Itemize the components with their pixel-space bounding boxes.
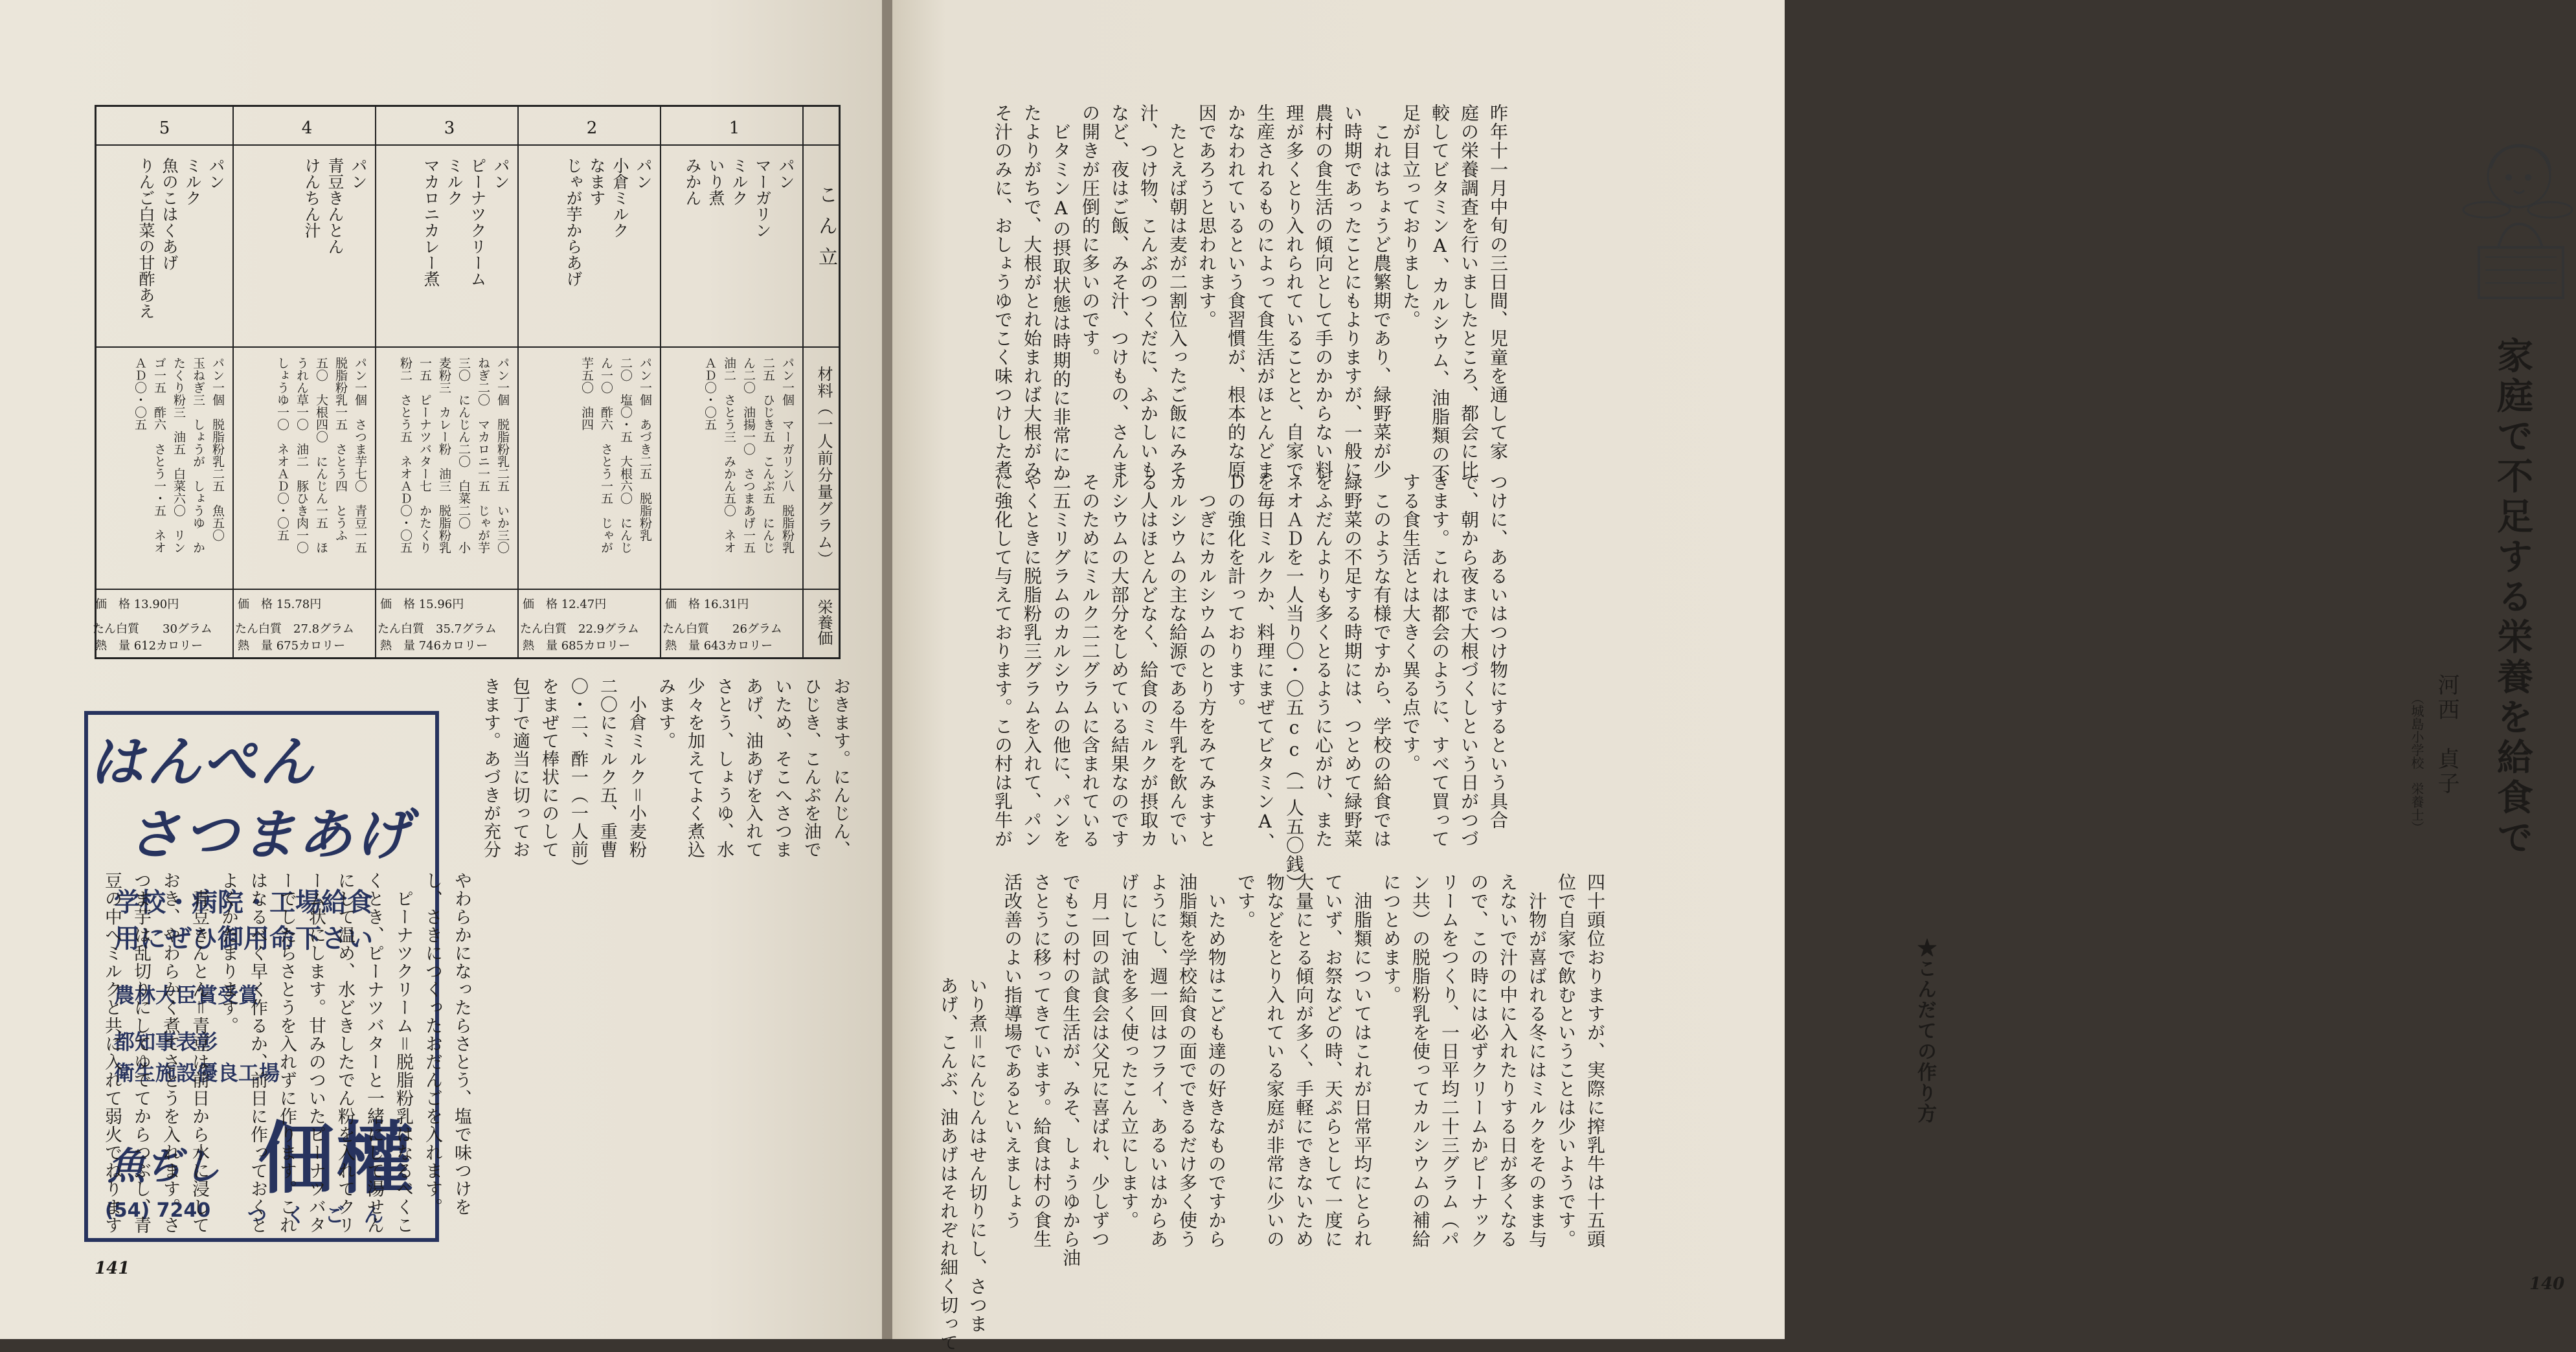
text-column: かなわれているという食習慣が、根本的な原	[1225, 104, 1247, 479]
table-menu-item: パン	[776, 157, 795, 190]
text-column: たとえば朝は麦が二割位入ったご飯にみそ	[1167, 104, 1188, 479]
text-column: をまぜて棒状にのして	[539, 677, 559, 859]
ad-shop-reading: つ く ご ん	[247, 1204, 383, 1227]
menu-table	[95, 105, 841, 659]
text-column: の開きが圧倒的に多いのです。	[1079, 104, 1101, 366]
right-page	[892, 0, 2565, 1352]
table-rule	[375, 107, 376, 657]
table-rule	[517, 107, 519, 657]
table-rule	[96, 589, 839, 590]
text-column: 月一回の試食会は父兄に喜ばれ、少しずつ	[1089, 873, 1111, 1248]
text-column: きます。これは都会のように、すべて買って	[1429, 473, 1451, 848]
text-column: 少々を加えてよく煮込	[684, 677, 705, 859]
text-column: えないで汁の中に入れたりする日が多くなる	[1497, 873, 1519, 1248]
table-rule	[96, 144, 839, 146]
table-menu-item: パン	[349, 157, 368, 190]
text-column: ーでしたらさとうを入れずに作ります。これ	[277, 872, 297, 1234]
table-price: 価 格 15.78円	[238, 598, 322, 611]
text-column: Ｄの強化を計っております。	[1225, 473, 1247, 717]
page-number: 140	[2529, 1274, 2565, 1294]
author-name: 河西 貞子	[2434, 673, 2459, 796]
table-header-menu: こん立	[815, 185, 837, 278]
text-column: このような有様ですから、学校の給食では	[1371, 473, 1392, 848]
text-column: あげ、油あげを入れて	[743, 677, 763, 859]
section-heading: ★こんだての作り方	[1914, 938, 1936, 1124]
table-material-line: しょうゆ一〇 ネオＡＤ〇・〇五	[275, 357, 289, 541]
author-affiliation: （城島小学校 栄養士）	[2409, 692, 2424, 834]
table-price: 価 格 13.90円	[95, 598, 179, 611]
ad-headline-1: はんぺん	[89, 730, 317, 794]
text-column: 昨年十一月中旬の三日間、児童を通して家	[1487, 104, 1509, 460]
table-menu-item: 魚のこはくあげ	[160, 157, 179, 271]
table-material-line: ＡＤ〇・〇五	[133, 357, 147, 431]
text-column: 生産されるものによって食生活がほとんどま	[1254, 104, 1276, 479]
table-rule	[802, 107, 804, 657]
text-column: ルシウムの大部分をしめている結果なのです	[1109, 473, 1130, 848]
text-column: 油脂類についてはこれが日常平均にとられ	[1351, 873, 1373, 1248]
text-column: 小倉ミルク＝小麦粉	[626, 677, 646, 859]
table-protein: たん白質 35.7グラム	[378, 622, 497, 636]
table-calories: 熱 量 643カロリー	[665, 639, 773, 653]
text-column: いため物はこども達の好きなものですから	[1206, 873, 1227, 1248]
table-price: 価 格 16.31円	[665, 598, 749, 611]
table-protein: たん白質 26グラム	[662, 622, 782, 636]
table-material-line: 油二 さとう三 みかん五〇 ネオ	[722, 357, 736, 554]
table-material-line: 粉二 さとう五 ネオＡＤ〇・〇五	[398, 357, 412, 554]
text-column: でもこの村の食生活が、みそ、しょうゆから油	[1060, 873, 1081, 1267]
text-column: さとう、しょうゆ、水	[714, 677, 734, 859]
child-basket-illustration-icon	[2459, 137, 2576, 306]
table-material-line: ん一〇 酢六 さとう一五 じゃが	[599, 357, 613, 554]
text-column: にして温め、水どきしたでん粉を入れてクリ	[335, 872, 355, 1234]
ad-headline-2: さつまあげ	[127, 803, 412, 866]
ad-award-1: 農林大臣賞受賞	[114, 983, 260, 1008]
table-rule	[96, 346, 839, 348]
text-column: 較してビタミンA、カルシウム、油脂類の不	[1429, 104, 1451, 482]
text-column: 大量にとる傾向が多く、手軽にできないため	[1293, 873, 1315, 1248]
text-column: やくときに脱脂粉乳三グラムを入れて、パン	[1021, 473, 1043, 848]
text-column: げにして油を多く使ったこん立にします。	[1118, 873, 1140, 1230]
text-column: る人はほとんどなく、給食のミルクが摂取カ	[1138, 473, 1159, 848]
table-material-line: パン一個 あづき二五 脱脂粉乳	[638, 357, 652, 541]
text-column: 豆の中へミルクと共に入れて弱火でねります	[102, 872, 122, 1234]
text-column: 四十頭位おりますが、実際に搾乳牛は十五頭	[1585, 873, 1606, 1248]
text-column: ひじき、こんぶを油で	[801, 677, 821, 859]
text-column: 包丁で適当に切ってお	[510, 677, 530, 859]
table-material-line: たくり粉三 油五 白菜六〇 リン	[172, 357, 186, 554]
text-column: 汁物が喜ばれる冬にはミルクをそのまま与	[1526, 873, 1548, 1248]
text-column: する食生活とは大きく異る点です。	[1400, 473, 1421, 773]
page-gutter	[882, 0, 892, 1339]
text-column: 二五ミリグラムのカルシウムの他に、パンを	[1050, 473, 1072, 848]
text-column: カルシウムの主な給源である牛乳を飲んでい	[1167, 473, 1188, 848]
text-column: につとめます。	[1381, 873, 1402, 1004]
text-column: ーム状にします。甘みのついたピーナツバタ	[306, 872, 326, 1234]
table-menu-item: ミルク	[183, 157, 202, 206]
table-material-line: パン一個 マーガリン八 脱脂粉乳	[780, 357, 795, 554]
table-row-number: 4	[301, 118, 313, 138]
table-price: 価 格 12.47円	[523, 598, 607, 611]
table-material-line: 五〇 大根四〇 にんじん一五 ほ	[314, 357, 328, 554]
table-material-line: パン一個 脱脂粉乳二五 いか三〇	[495, 357, 510, 554]
text-column: 〇・二、酢一（一人前）	[568, 677, 588, 877]
table-price: 価 格 15.96円	[380, 598, 464, 611]
ad-tagline-2: 用にぜひ御用命下さい	[114, 924, 373, 954]
text-column: これはちょうど農繁期であり、緑野菜が少	[1371, 104, 1392, 479]
table-row-number: 3	[444, 118, 455, 138]
table-menu-item: 青豆きんとん	[326, 157, 345, 254]
table-protein: たん白質 22.9グラム	[520, 622, 639, 636]
table-row-number: 2	[586, 118, 598, 138]
table-menu-item: マカロニカレー煮	[422, 157, 440, 287]
table-calories: 熱 量 675カロリー	[238, 639, 346, 653]
text-column: をふだんよりも多くとるように心がけ、また	[1313, 473, 1334, 848]
text-column: はなるべく早く作るか、前日に作っておくと	[247, 872, 267, 1234]
text-column: さとうに移ってきています。給食は村の食生	[1031, 873, 1052, 1248]
text-column: ので、この時には必ずクリームかピーナック	[1468, 873, 1489, 1248]
table-menu-item: パン	[207, 157, 225, 190]
table-material-line: ＡＤ〇・〇五	[703, 357, 717, 431]
table-material-line: ゴ一五 酢六 さとう一・五 ネオ	[152, 357, 166, 554]
text-column: つま芋は乱切りにしてゆでてからつぶし、青	[131, 872, 151, 1234]
ad-phone: (54) 7240	[105, 1199, 211, 1222]
text-column: ていず、お祭などの時、天ぷらとして一度に	[1322, 873, 1344, 1248]
text-column: あげ、こんぶ、油あげはそれぞれ細く切って	[938, 976, 959, 1352]
text-column: みます。	[655, 677, 675, 750]
table-menu-item: みかん	[683, 157, 702, 206]
table-rule	[232, 107, 234, 657]
text-column: 汁、つけ物、こんぶのつくだに、ふかしいも	[1138, 104, 1159, 479]
table-menu-item: じゃが芋からあげ	[564, 157, 583, 287]
text-column: つぎにカルシウムのとり方をみてみますと	[1196, 473, 1217, 848]
table-menu-item: ミルク	[730, 157, 749, 206]
table-protein: たん白質 30グラム	[93, 622, 212, 636]
article-title: 家庭で不足する栄養を給食で	[2491, 337, 2534, 859]
table-material-line: 二五 ひじき五 こんぶ五 にんじ	[761, 357, 775, 554]
text-column: いり煮＝にんじんはせん切りにし、さつま	[967, 976, 988, 1333]
text-column: 活改善のよい指導場であるといえましょう	[1002, 873, 1023, 1230]
text-column: 足が目立っておりました。	[1400, 104, 1421, 329]
table-protein: たん白質 27.8グラム	[235, 622, 354, 636]
text-column: いため、そこへさつま	[772, 677, 792, 859]
table-material-line: 玉ねぎ三 しょうが しょうゆ か	[191, 357, 205, 554]
text-column: リームをつくり、一日平均二十三グラム（パ	[1439, 873, 1460, 1248]
text-column: を毎日ミルクか、料理にまぜてビタミンA、	[1254, 473, 1276, 851]
text-column: 農村の食生活の傾向として手のかからない料	[1313, 104, 1334, 479]
text-column: そ汁のみに、おしょうゆでこく味つけした煮	[992, 104, 1013, 479]
text-column: 青豆きんとん＝青豆は前日から水に浸して	[189, 872, 209, 1234]
table-menu-item: 小倉ミルク	[611, 157, 629, 238]
table-calories: 熱 量 746カロリー	[380, 639, 488, 653]
table-rule	[660, 107, 661, 657]
table-menu-item: いり煮	[706, 157, 725, 206]
text-column: ン共）の脱脂粉乳を使ってカルシウムの補給	[1410, 873, 1431, 1248]
table-material-line: ねぎ二〇 マカロニ一五 じゃが芋	[476, 357, 490, 554]
table-material-line: 三〇 にんじん二〇 白菜二〇 小	[457, 357, 471, 554]
text-column: くとき、ピーナツバターと一緒にして湯せん	[364, 872, 384, 1234]
text-column: に強化して与えております。この村は乳牛が	[992, 473, 1013, 848]
table-menu-item: けんちん汁	[302, 157, 321, 238]
text-column: やわらかになったらさとう、塩で味つけを	[451, 872, 471, 1216]
table-material-line: うれん草一〇 油二 豚ひき肉一〇	[295, 357, 309, 554]
text-column: つけに、あるいはつけ物にするという具合	[1487, 473, 1509, 829]
ad-award-3: 衛生施設優良工場	[114, 1061, 280, 1085]
table-header-materials: 材料（一人前分量グラム）	[815, 366, 833, 568]
ad-shop-prefix: 魚ぢし	[107, 1144, 221, 1188]
table-material-line: ん二〇 油揚一〇 さつまあげ一五	[741, 357, 756, 554]
table-material-line: 二〇 塩〇・五 大根六〇 にんじ	[618, 357, 633, 554]
table-menu-item: パン	[491, 157, 510, 190]
table-row-number: 1	[729, 118, 740, 138]
text-column: 二〇にミルク五、重曹	[597, 677, 617, 859]
text-column: 物などをとり入れている家庭が非常に少いの	[1264, 873, 1285, 1248]
text-column: ビタミンAの摂取状態は時期的に非常にか	[1050, 104, 1072, 482]
table-header-nutrition: 栄養価	[815, 599, 833, 646]
table-row-number: 5	[159, 118, 170, 138]
text-column: おきます。にんじん、	[830, 677, 850, 859]
table-menu-item: マーガリン	[753, 157, 772, 238]
text-column: 因であろうと思われます。	[1196, 104, 1217, 329]
table-menu-item: ミルク	[445, 157, 464, 206]
table-menu-item: パン	[634, 157, 653, 190]
page-number: 141	[95, 1259, 130, 1278]
table-material-line: 麦粉三 カレー粉 油三 脱脂粉乳	[437, 357, 451, 554]
table-material-line: パン一個 脱脂粉乳二五 魚五〇	[210, 357, 225, 541]
text-column: です。	[1235, 873, 1256, 929]
text-column: 理が多くとり入れられていることと、自家で	[1283, 104, 1305, 479]
ad-award-2: 都知事表彰	[114, 1030, 218, 1054]
text-column: など、夜はご飯、みそ汁、つけもの、さんま	[1109, 104, 1130, 479]
table-menu-item: りんご白菜の甘酢あえ	[137, 157, 155, 319]
table-material-line: 一五 ピーナツバター七 かたくり	[418, 357, 432, 554]
table-menu-item: なます	[587, 157, 606, 206]
text-column: し、さきにつくったおだんごを入れます。	[422, 872, 442, 1216]
text-column: い時期であったことにもよりますが、一般に	[1342, 104, 1363, 479]
text-column: 庭の栄養調査を行いましたところ、都会に比	[1458, 104, 1480, 479]
text-column: そのためにミルク二二グラムに含まれている	[1079, 473, 1101, 848]
table-material-line: 芋五〇 油四	[580, 357, 594, 431]
ad-shop-name: 佃權	[258, 1114, 413, 1204]
text-column: よくかたまります。	[218, 872, 238, 1035]
table-calories: 熱 量 685カロリー	[523, 639, 631, 653]
left-page	[0, 0, 882, 1339]
table-calories: 熱 量 612カロリー	[95, 639, 203, 653]
text-column: ネオＡＤを一人当り〇・〇五cc（一人五〇銭）	[1283, 473, 1305, 892]
text-column: ようにし、週一回はフライ、あるいはからあ	[1147, 873, 1169, 1248]
text-column: おき、やわらかく煮てさとうを入れます。さ	[160, 872, 180, 1234]
table-material-line: パン一個 さつま芋七〇 青豆一五	[353, 357, 367, 554]
text-column: たよりがちで、大根がとれ始まれば大根がみ	[1021, 104, 1043, 479]
text-column: 油脂類を学校給食の面でできるだけ多く使う	[1177, 873, 1198, 1248]
text-column: きます。あづきが充分	[480, 677, 501, 859]
text-column: ピーナツクリーム＝脱脂粉乳はなるべくこ	[393, 872, 413, 1234]
text-column: で、朝から夜まで大根づくしという日がつづ	[1458, 473, 1480, 848]
text-column: 緑野菜の不足する時期には、つとめて緑野菜	[1342, 473, 1363, 848]
ad-tagline-1: 学校・病院・工場給食	[114, 888, 373, 918]
table-material-line: 脱脂粉乳一五 さとう四 とうふ	[333, 357, 348, 541]
table-menu-item: ピーナツクリーム	[468, 157, 487, 287]
text-column: 位で自家で飲むということは少いようです。	[1555, 873, 1577, 1248]
